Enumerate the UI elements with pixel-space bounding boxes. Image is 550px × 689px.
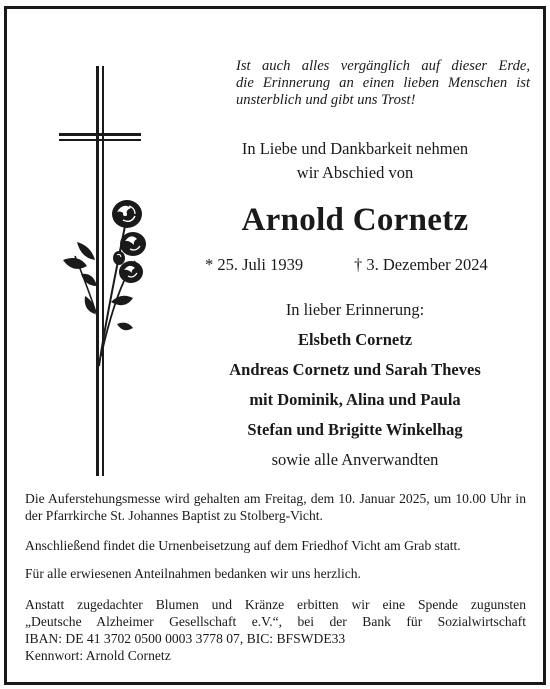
donation-line: Anstatt zugedachter Blumen und Kränze erbitten wir eine Spende zugunsten [25, 597, 526, 612]
mourner-name: Stefan und Brigitte Winkelhag [247, 420, 463, 439]
mourner-name: Elsbeth Cornetz [297, 330, 413, 349]
mourner-name: mit Dominik, Alina und Paula [249, 390, 461, 409]
intro-text [190, 137, 520, 185]
donation-line: „Deutsche Alzheimer Gesellschaft e.V.“, bei der Bank für Sozialwirtschaft [25, 614, 526, 629]
cross-with-roses-icon [55, 66, 155, 476]
donation-keyword: Kennwort: Arnold Cornetz [25, 648, 171, 663]
burial-notice: Anschließend findet die Urnenbeisetzung auf dem Friedhof Vicht am Grab statt. [25, 538, 461, 553]
death-date: † 3. Dezember 2024 [354, 255, 488, 274]
mourners-list [190, 295, 520, 475]
thanks-notice: Für alle erwiesenen Anteilnahmen bedanken wir uns herzlich. [25, 566, 361, 581]
donation-notice [25, 596, 526, 664]
poem-line: Ist auch alles vergänglich auf dieser Erde, [236, 58, 530, 74]
intro-line: wir Abschied von [296, 163, 414, 182]
poem-line: die Erinnerung an einen lieben Menschen ist [236, 75, 530, 91]
mourners-closing: sowie alle Anverwandten [271, 450, 439, 469]
donation-iban: IBAN: DE 41 3702 0500 0003 3778 07, BIC: BFSWDE33 [25, 631, 346, 646]
mourner-name: Andreas Cornetz und Sarah Theves [229, 360, 481, 379]
mass-notice: Die Auferstehungsmesse wird gehalten am Freitag, dem 10. Januar 2025, um 10.00 Uhr in der Pfarrkirche St. Johannes Baptist zu Stolberg-Vicht. [25, 491, 526, 523]
mourners-heading: In lieber Erinnerung: [285, 300, 425, 319]
deceased-name: Arnold Cornetz [241, 202, 469, 238]
birth-date: * 25. Juli 1939 [205, 255, 304, 274]
poem-line: unsterblich und gibt uns Trost! [236, 92, 416, 108]
intro-line: In Liebe und Dankbarkeit nehmen [241, 139, 469, 158]
poem [236, 58, 530, 109]
